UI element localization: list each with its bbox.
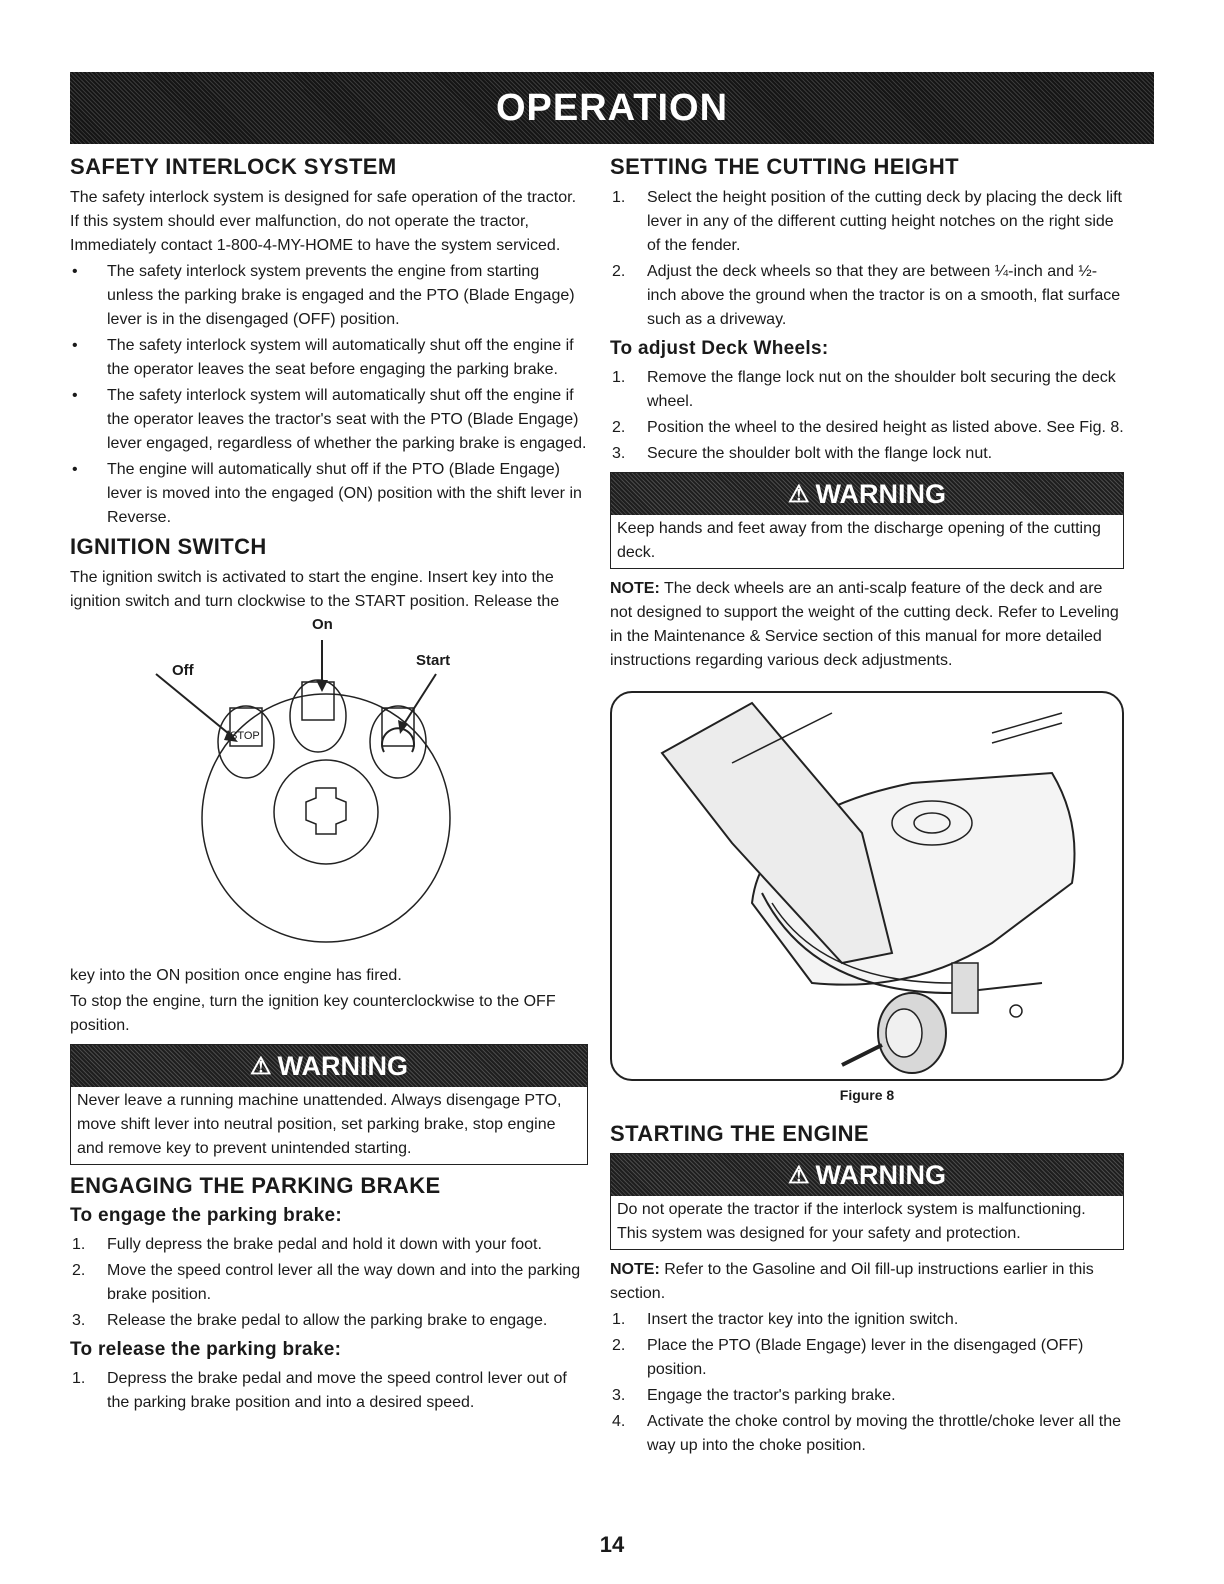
- deck-wheel-steps: [610, 366, 1124, 466]
- warning-triangle-icon: ⚠: [787, 480, 810, 508]
- list-item: 2. Move the speed control lever all the way down and into the parking brake position.: [72, 1262, 581, 1303]
- ignition-switch-diagram: [70, 616, 588, 960]
- release-subheading: To release the parking brake:: [70, 1339, 342, 1360]
- stop-label: STOP: [230, 730, 260, 742]
- section-banner: [70, 72, 1154, 144]
- safety-bullets: [70, 260, 588, 530]
- cutting-heading: SETTING THE CUTTING HEIGHT: [610, 154, 959, 179]
- ignition-diagram-svg: [70, 620, 588, 960]
- warning-text: Do not operate the tractor if the interlock system is malfunctioning. This system was designed for your safety and protection.: [617, 1201, 1086, 1242]
- ignition-text: The ignition switch is activated to start the engine. Insert key into the ignition switch and turn clockwise to the START position. Release the: [70, 569, 560, 610]
- engage-steps: [70, 1233, 588, 1333]
- deck-wheel-drawing: [612, 693, 1122, 1079]
- list-item: 3. Secure the shoulder bolt with the flange lock nut.: [612, 445, 993, 462]
- list-item: 3. Engage the tractor's parking brake.: [612, 1387, 896, 1404]
- bullet-marker: •: [72, 337, 78, 354]
- ignition-heading: IGNITION SWITCH: [70, 534, 267, 559]
- figure-8-illustration: [610, 691, 1124, 1081]
- parking-heading: ENGAGING THE PARKING BRAKE: [70, 1173, 441, 1198]
- list-item: • The safety interlock system will automatically shut off the engine if the operator leaves the tractor's seat with the PTO (Blade Engage) lever engaged, regardless of whether the parking brake is engaged.: [70, 384, 588, 456]
- list-item: 2. Adjust the deck wheels so that they are between ¼-inch and ½-inch above the ground when the tractor is on a smooth, flat surface such as a driveway.: [612, 263, 1121, 328]
- ignition-text-3: To stop the engine, turn the ignition key counterclockwise to the OFF position.: [70, 993, 556, 1034]
- starting-note: NOTE: Refer to the Gasoline and Oil fill-up instructions earlier in this section.: [610, 1261, 1094, 1302]
- list-item: 2. Place the PTO (Blade Engage) lever in the disengaged (OFF) position.: [612, 1337, 1084, 1378]
- list-item: • The engine will automatically shut off if the PTO (Blade Engage) lever is moved into the engaged (ON) position with the shift lever in Reverse.: [70, 458, 588, 530]
- list-item: 2. Position the wheel to the desired height as listed above. See Fig. 8.: [612, 419, 1124, 436]
- warning-header: ⚠ WARNING: [71, 1045, 587, 1087]
- left-column: [70, 154, 588, 1419]
- list-item: 1. Select the height position of the cutting deck by placing the deck lift lever in any of the different cutting height notches on the right side of the fender.: [612, 189, 1122, 254]
- deck-note: NOTE: The deck wheels are an anti-scalp feature of the deck and are not designed to support the weight of the cutting deck. Refer to Leveling in the Maintenance & Service section of this manual for more detailed instructions regarding various deck adjustments.: [610, 580, 1119, 669]
- start-label: Start: [416, 652, 451, 669]
- warning-triangle-icon: ⚠: [249, 1052, 272, 1080]
- ignition-text-2: key into the ON position once engine has fired.: [70, 967, 402, 984]
- warning-text: Never leave a running machine unattended. Always disengage PTO, move shift lever into neutral position, set parking brake, stop engine and remove key to prevent unintended starting.: [77, 1092, 562, 1157]
- page-title: OPERATION: [495, 86, 729, 129]
- on-label: On: [312, 616, 333, 633]
- starting-steps: [610, 1308, 1124, 1458]
- safety-intro: The safety interlock system is designed for safe operation of the tractor. If this system should ever malfunction, do not operate the tractor, Immediately contact 1-800-4-MY-HOME to have the system serviced.: [70, 189, 577, 254]
- bullet-marker: •: [72, 263, 78, 280]
- list-item: 4. Activate the choke control by moving the throttle/choke lever all the way up into the choke position.: [612, 1413, 1122, 1454]
- list-item: • The safety interlock system prevents the engine from starting unless the parking brake is engaged and the PTO (Blade Engage) lever is in the disengaged (OFF) position.: [70, 260, 588, 332]
- deck-wheels-subheading: To adjust Deck Wheels:: [610, 338, 829, 359]
- list-item: 1. Remove the flange lock nut on the shoulder bolt securing the deck wheel.: [612, 369, 1116, 410]
- warning-box: [610, 472, 1124, 569]
- right-column: [610, 154, 1124, 1462]
- list-item: 1. Fully depress the brake pedal and hold it down with your foot.: [72, 1236, 542, 1253]
- release-steps: [70, 1367, 588, 1415]
- list-item: 1. Insert the tractor key into the ignition switch.: [612, 1311, 959, 1328]
- safety-heading: SAFETY INTERLOCK SYSTEM: [70, 154, 397, 179]
- warning-box: [70, 1044, 588, 1165]
- list-item: • The safety interlock system will automatically shut off the engine if the operator leaves the seat before engaging the parking brake.: [70, 334, 588, 382]
- cutting-steps: [610, 186, 1124, 332]
- warning-header: ⚠ WARNING: [611, 1154, 1123, 1196]
- warning-text: Keep hands and feet away from the discharge opening of the cutting deck.: [617, 520, 1101, 561]
- starting-heading: STARTING THE ENGINE: [610, 1121, 869, 1146]
- bullet-marker: •: [72, 461, 78, 478]
- list-item: 1. Depress the brake pedal and move the speed control lever out of the parking brake position and into a desired speed.: [72, 1370, 567, 1411]
- off-label: Off: [172, 662, 194, 679]
- bullet-marker: •: [72, 387, 78, 404]
- page-number: 14: [599, 1532, 625, 1557]
- warning-triangle-icon: ⚠: [787, 1161, 810, 1189]
- engage-subheading: To engage the parking brake:: [70, 1205, 342, 1226]
- list-item: 3. Release the brake pedal to allow the parking brake to engage.: [72, 1312, 548, 1329]
- warning-box: [610, 1153, 1124, 1250]
- figure-caption: Figure 8: [839, 1087, 895, 1103]
- warning-header: ⚠ WARNING: [611, 473, 1123, 515]
